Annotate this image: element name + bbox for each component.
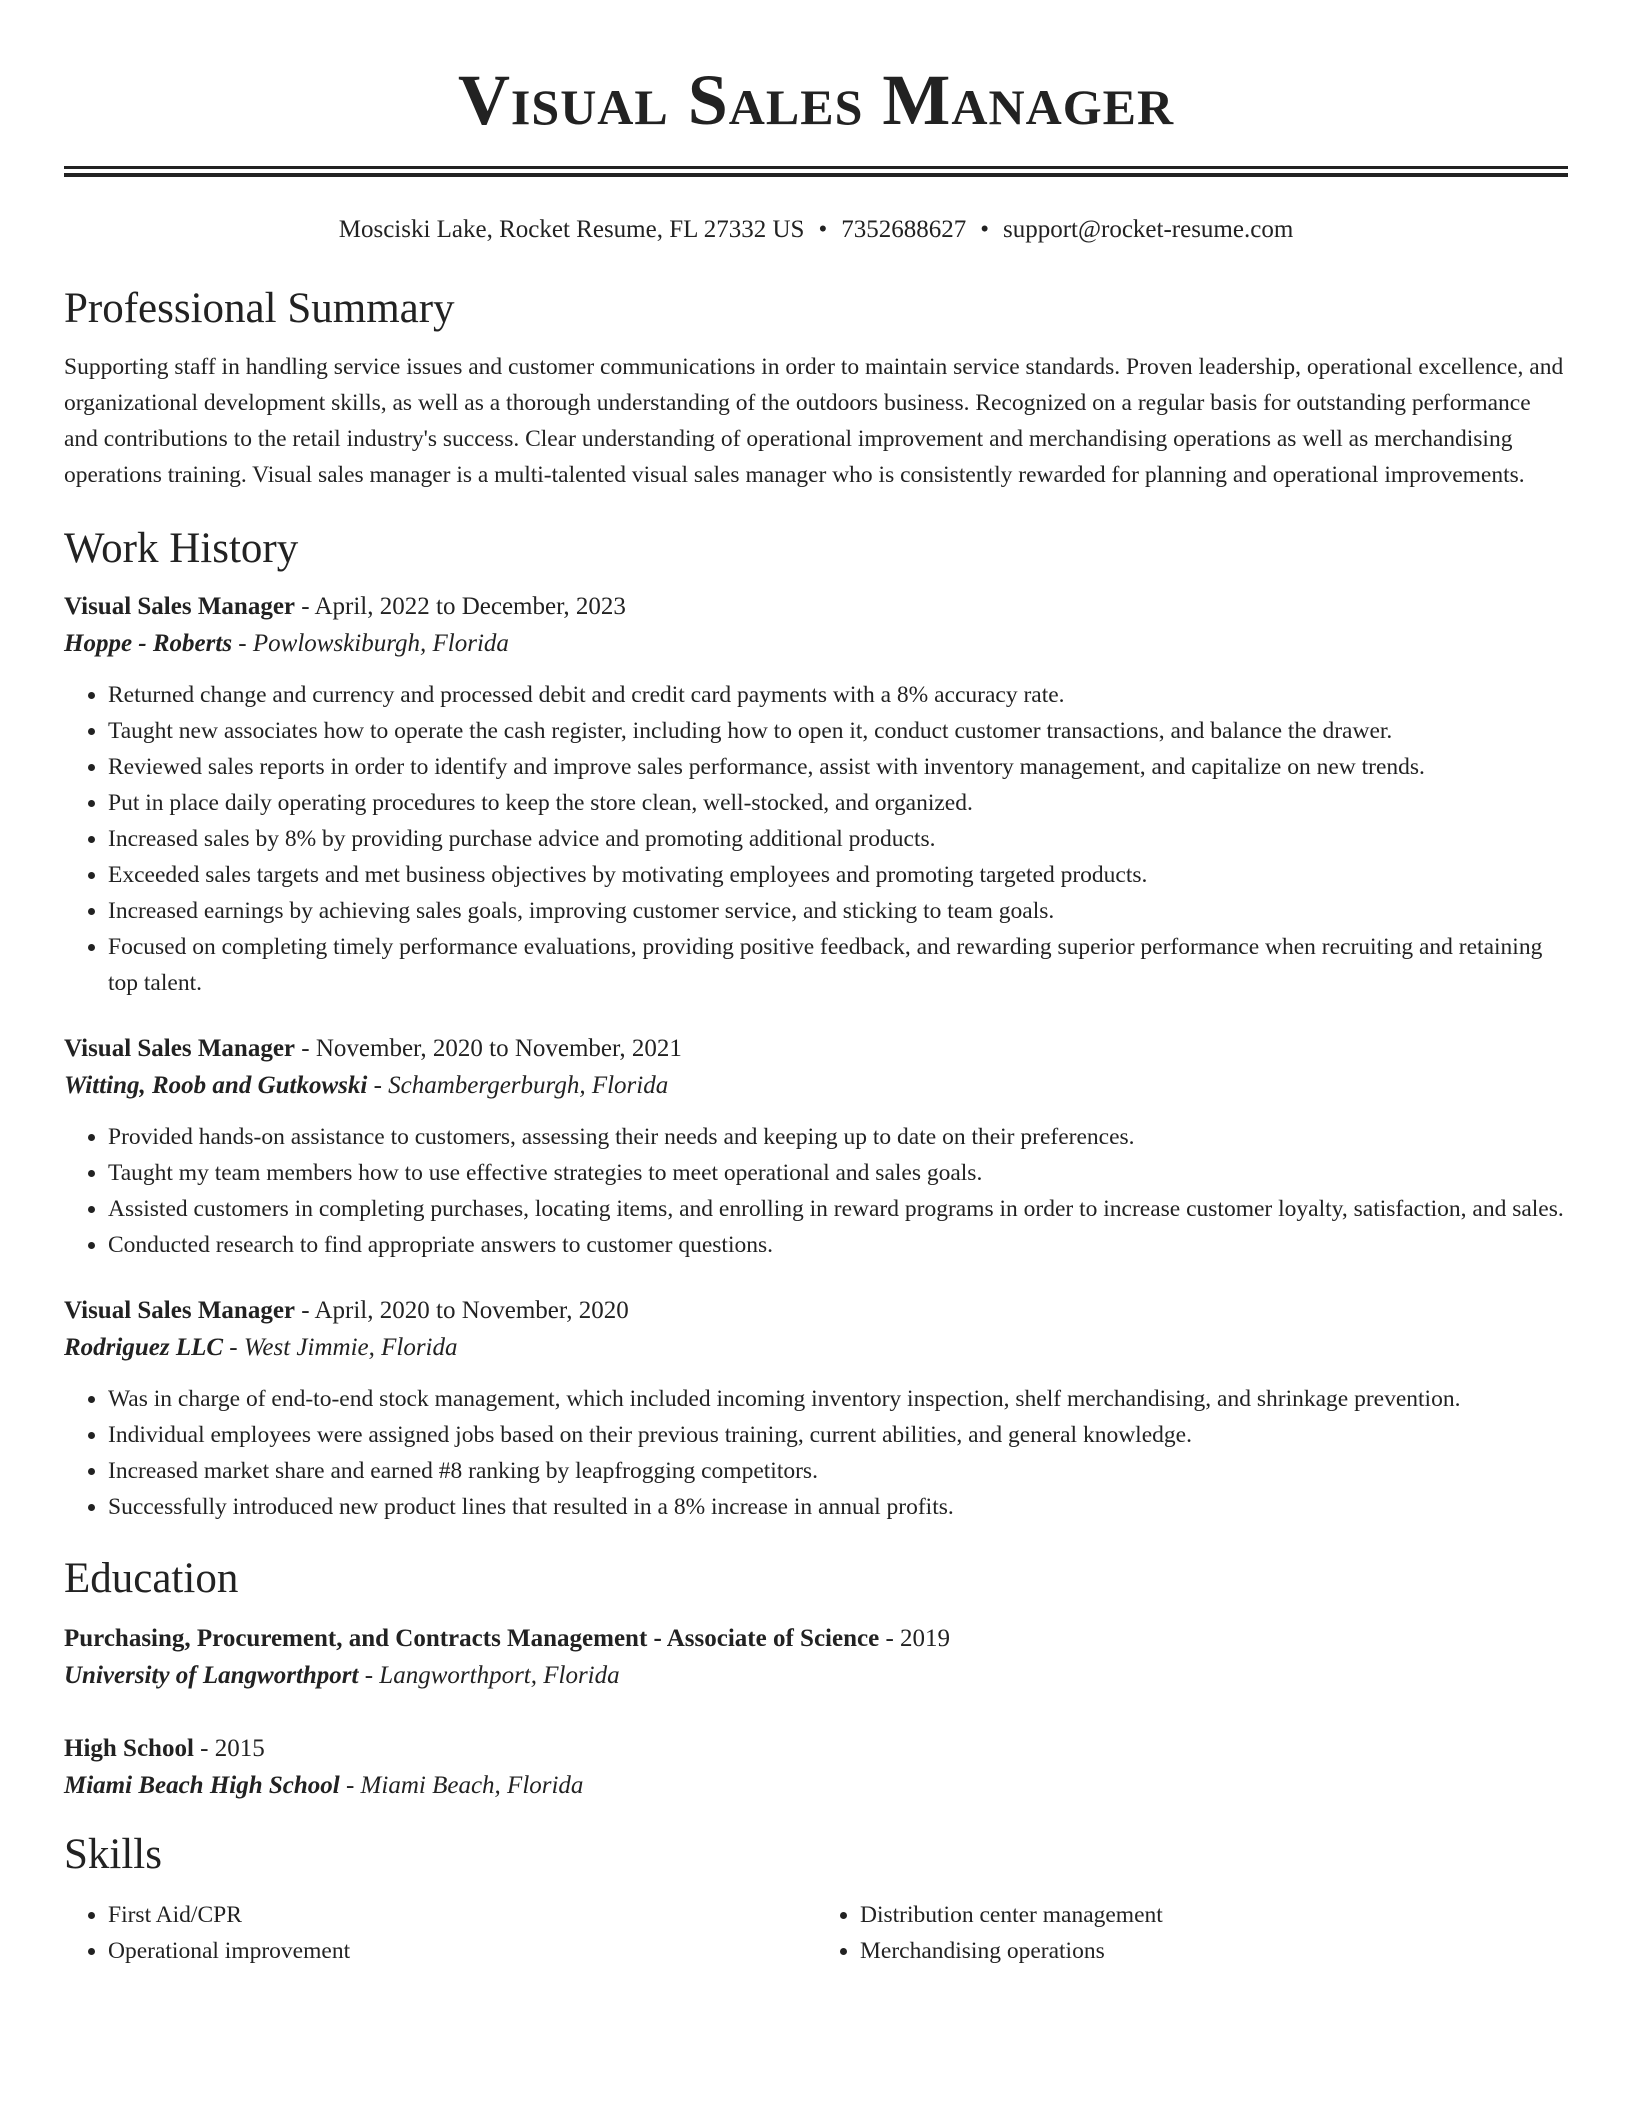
- job-bullets: [64, 677, 1568, 1001]
- contact-separator: •: [980, 216, 989, 243]
- contact-address: Mosciski Lake, Rocket Resume, FL 27332 US: [338, 216, 805, 243]
- job-bullets: [64, 1119, 1568, 1263]
- job-dates: - November, 2020 to November, 2021: [295, 1035, 682, 1062]
- skill-item: • First Aid/CPR: [108, 1897, 816, 1933]
- skill-item: • Operational improvement: [108, 1933, 816, 1969]
- header-double-rule: [64, 166, 1568, 177]
- education-heading: Education: [64, 1555, 239, 1602]
- job-bullet: • Put in place daily operating procedures to keep the store clean, well-stocked, and organized.: [108, 785, 1568, 821]
- job-bullet: • Provided hands-on assistance to customers, assessing their needs and keeping up to date on their preferences.: [108, 1119, 1568, 1155]
- job-company: Hoppe - Roberts: [64, 630, 233, 657]
- summary-text: Supporting staff in handling service issues and customer communications in order to maintain service standards. Proven leadership, operational excellence, and organizational development skills, as well as a thorough understanding of the outdoors business. Recognized on a regular basis for outstanding performance and contributions to the retail industry's success. Clear understanding of operational improvement and merchandising operations as well as merchandising operations training. Visual sales manager is a multi-talented visual sales manager who is consistently rewarded for planning and operational improvements.: [64, 354, 1564, 488]
- job-bullet: • Successfully introduced new product lines that resulted in a 8% increase in annual profits.: [108, 1489, 1568, 1525]
- contact-line: [64, 213, 1568, 247]
- job-bullets: [64, 1381, 1568, 1525]
- job-location: - Powlowskiburgh, Florida: [232, 630, 509, 657]
- job-location: - West Jimmie, Florida: [223, 1334, 458, 1361]
- job-dates: - April, 2022 to December, 2023: [295, 593, 626, 620]
- skills-list: [64, 1897, 1568, 1969]
- skills-column-right: [816, 1897, 1568, 1969]
- education-year: - 2019: [879, 1625, 951, 1652]
- job-bullet: • Assisted customers in completing purchases, locating items, and enrolling in reward programs in order to increase customer loyalty, satisfaction, and sales.: [108, 1191, 1568, 1227]
- job-bullet: • Conducted research to find appropriate answers to customer questions.: [108, 1227, 1568, 1263]
- skill-item: • Distribution center management: [860, 1897, 1568, 1933]
- job-bullet: • Increased market share and earned #8 ranking by leapfrogging competitors.: [108, 1453, 1568, 1489]
- job-bullet: • Individual employees were assigned jobs based on their previous training, current abilities, and general knowledge.: [108, 1417, 1568, 1453]
- education-entry: [64, 1731, 1568, 1805]
- job-title: Visual Sales Manager: [64, 1297, 296, 1324]
- job-entry: [64, 589, 1568, 1001]
- contact-email: support@rocket-resume.com: [1002, 216, 1294, 243]
- education-degree: Purchasing, Procurement, and Contracts Management - Associate of Science: [64, 1625, 880, 1652]
- job-bullet: • Exceeded sales targets and met business objectives by motivating employees and promoting targeted products.: [108, 857, 1568, 893]
- job-bullet: • Increased earnings by achieving sales goals, improving customer service, and sticking to team goals.: [108, 893, 1568, 929]
- skill-item: • Merchandising operations: [860, 1933, 1568, 1969]
- education-year: - 2015: [193, 1735, 265, 1762]
- job-bullet: • Focused on completing timely performance evaluations, providing positive feedback, and rewarding superior performance when recruiting and retaining top talent.: [108, 929, 1568, 1001]
- education-school: University of Langworthport: [64, 1662, 359, 1689]
- job-entry: [64, 1293, 1568, 1525]
- education-degree: High School: [64, 1735, 194, 1762]
- job-entry: [64, 1031, 1568, 1263]
- job-company: Rodriguez LLC: [64, 1334, 224, 1361]
- job-bullet: • Reviewed sales reports in order to identify and improve sales performance, assist with inventory management, and capitalize on new trends.: [108, 749, 1568, 785]
- summary-heading: Professional Summary: [64, 285, 455, 332]
- education-entry: [64, 1621, 1568, 1695]
- job-title: Visual Sales Manager: [64, 1035, 296, 1062]
- job-bullet: • Was in charge of end-to-end stock management, which included incoming inventory inspection, shelf merchandising, and shrinkage prevention.: [108, 1381, 1568, 1417]
- contact-separator: •: [818, 216, 828, 243]
- job-title: Visual Sales Manager: [64, 593, 296, 620]
- education-school: Miami Beach High School: [64, 1772, 340, 1799]
- education-location: - Miami Beach, Florida: [339, 1772, 584, 1799]
- contact-phone: 7352688627: [841, 216, 967, 243]
- job-bullet: • Taught my team members how to use effective strategies to meet operational and sales goals.: [108, 1155, 1568, 1191]
- skills-heading: Skills: [64, 1831, 162, 1878]
- resume-name: Visual Sales Manager: [457, 60, 1175, 140]
- job-bullet: • Returned change and currency and processed debit and credit card payments with a 8% accuracy rate.: [108, 677, 1568, 713]
- job-dates: - April, 2020 to November, 2020: [295, 1297, 629, 1324]
- work-history-heading: Work History: [64, 525, 299, 572]
- education-location: - Langworthport, Florida: [358, 1662, 620, 1689]
- job-company: Witting, Roob and Gutkowski: [64, 1072, 368, 1099]
- job-location: - Schambergerburgh, Florida: [367, 1072, 669, 1099]
- skills-column-left: [64, 1897, 816, 1969]
- job-bullet: • Increased sales by 8% by providing purchase advice and promoting additional products.: [108, 821, 1568, 857]
- job-bullet: • Taught new associates how to operate the cash register, including how to open it, conduct customer transactions, and balance the drawer.: [108, 713, 1568, 749]
